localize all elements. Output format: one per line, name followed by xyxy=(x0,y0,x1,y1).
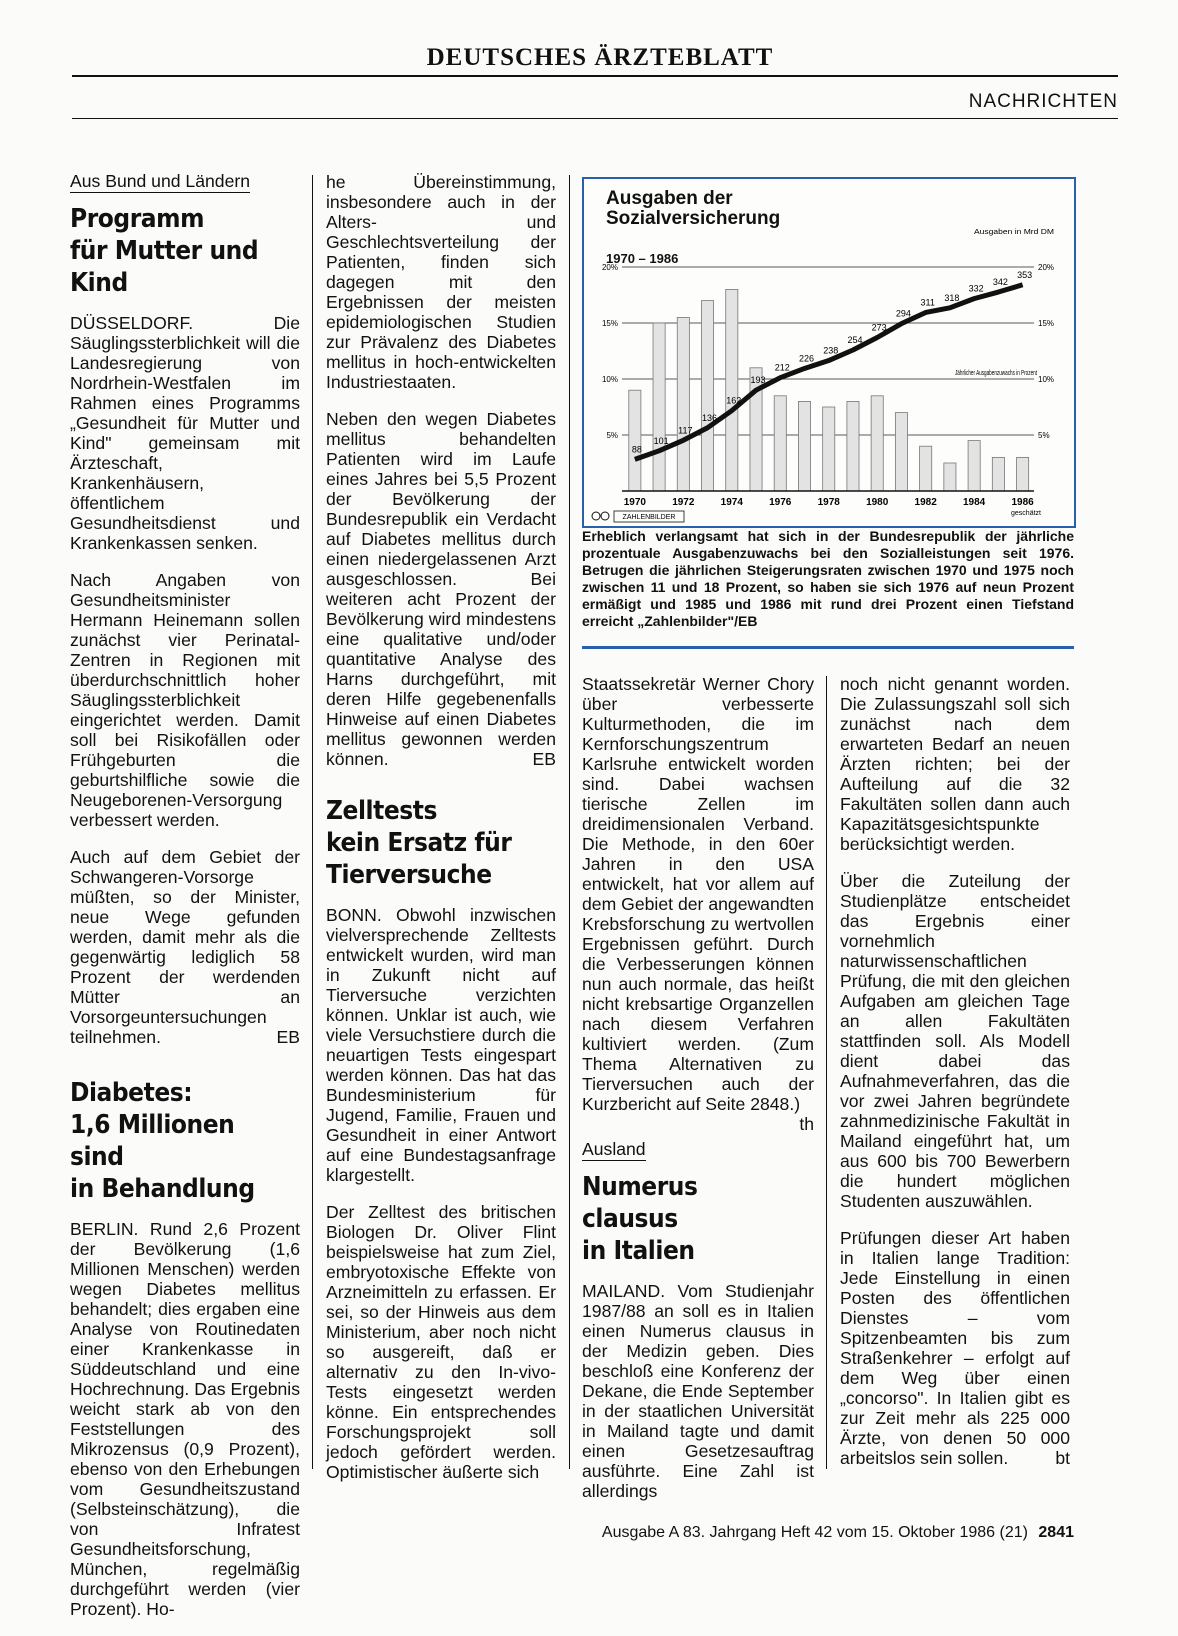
headline-zelltests: Zelltests kein Ersatz für Tierversuche xyxy=(326,796,512,890)
signature: th xyxy=(799,1114,814,1134)
bar xyxy=(920,446,932,491)
y-tick-label-right: 20% xyxy=(1038,263,1055,272)
masthead-rule xyxy=(72,75,1118,77)
y-tick-label-left: 15% xyxy=(601,319,618,328)
data-label: 311 xyxy=(920,297,935,308)
data-label: 353 xyxy=(1017,269,1033,280)
data-label: 101 xyxy=(653,435,669,446)
data-label: 238 xyxy=(823,345,839,356)
logo-icon xyxy=(592,512,600,520)
chart-canvas xyxy=(584,179,1074,526)
headline-diabetes: Diabetes: 1,6 Millionen sind in Behandlung xyxy=(70,1078,255,1204)
y-tick-label-right: 5% xyxy=(1038,431,1050,440)
source-badge: ZAHLENBILDER xyxy=(622,514,676,521)
paragraph xyxy=(582,674,814,1134)
x-tick-label: 1986 xyxy=(1011,497,1034,508)
masthead: DEUTSCHES ÄRZTEBLATT xyxy=(426,44,774,71)
column-rule xyxy=(826,676,827,1469)
data-label: 212 xyxy=(774,362,790,373)
paragraph xyxy=(70,847,300,1047)
kicker-ausland: Ausland xyxy=(582,1139,646,1159)
data-label: 332 xyxy=(968,283,984,294)
x-tick-label: 1976 xyxy=(769,497,792,508)
data-label: 294 xyxy=(895,308,911,319)
paragraph: he Übereinstimmung, insbesondere auch in der Alters- und Geschlechtsverteilung der Patienten, finden sich dagegen mit den Ergebnissen der meisten epidemiologischen Studien zur Prävalenz des Diabetes mellitus in hoch-entwickelten Industriestaaten. xyxy=(326,172,556,392)
column-3 xyxy=(582,674,814,1518)
bar xyxy=(968,441,980,491)
data-label: 193 xyxy=(750,375,766,386)
data-label: 136 xyxy=(702,412,718,423)
x-tick-label: 1984 xyxy=(963,497,986,508)
paragraph xyxy=(326,409,556,769)
bar xyxy=(944,463,956,491)
bar xyxy=(823,407,835,491)
issue-info: Ausgabe A 83. Jahrgang Heft 42 vom 15. Oktober 1986 (21) xyxy=(601,1524,1028,1541)
chart-sozialversicherung xyxy=(582,177,1076,528)
logo-icon xyxy=(601,512,609,520)
chart-caption: Erheblich verlangsamt hat sich in der Bundesrepublik der jährliche prozentuale Ausgabenzuwachs bei den Sozialleistungen seit 1976. Betrugen die jährlichen Steigerungsraten zwischen 1970 und 1975 noch zwischen 11 und 18 Prozent, so haben sie sich 1976 auf neun Prozent ermäßigt und 1985 und 1986 mit rund drei Prozent einen Tiefstand erreicht „Zahlenbilder"/EB xyxy=(582,528,1074,629)
signature: bt xyxy=(1055,1448,1070,1468)
paragraph-text: Auch auf dem Gebiet der Schwangeren-Vorsorge müßten, so der Minister, neue Wege gefunden werden, damit mehr als die gegenwärtig lediglich 58 Prozent der werdenden Mütter an Vorsorgeuntersuchungen teilnehmen. xyxy=(70,847,300,1047)
signature: EB xyxy=(532,749,556,769)
bar xyxy=(1017,457,1029,491)
bar xyxy=(629,390,641,491)
page-number: 2841 xyxy=(1038,1524,1074,1541)
line-legend: Ausgaben in Mrd DM xyxy=(974,229,1055,236)
bar xyxy=(726,289,738,491)
paragraph: MAILAND. Vom Studienjahr 1987/88 an soll es in Italien einen Numerus clausus in der Medizin geben. Dies beschloß eine Konferenz der Dekane, die Ende September in der staatlichen Universität in Mailand tagte und damit einen Gesetzesauftrag ausführte. Eine Zahl ist allerdings xyxy=(582,1281,814,1501)
y-tick-label-left: 5% xyxy=(606,431,618,440)
bar xyxy=(871,396,883,491)
data-label: 342 xyxy=(992,277,1008,288)
headline-mutter-kind: Programm für Mutter und Kind xyxy=(70,204,259,298)
x-tick-label: 1972 xyxy=(672,497,695,508)
x-tick-label: 1974 xyxy=(720,497,743,508)
footer xyxy=(602,1524,1074,1542)
paragraph: Über die Zuteilung der Studienplätze entscheidet das Ergebnis einer vornehmlich naturwissenschaftlichen Prüfung, die mit den gleichen Aufgaben am gleichen Tage an allen Fakultäten stattfinden soll. Als Modell dient dabei das Aufnahmeverfahren, das die vor zwei Jahren begründete zahnmedizinische Fakultät in Mailand eingeführt hat, um aus 600 bis 700 Bewerbern die hundert möglichen Studenten auszuwählen. xyxy=(840,871,1070,1211)
paragraph: noch nicht genannt worden. Die Zulassungszahl soll sich zunächst nach dem erwarteten Bedarf an neuen Ärzten richten; bei der Aufteilung auf die 32 Fakultäten sollen dann auch Kapazitätsgesichtspunkte berücksichtigt werden. xyxy=(840,674,1070,854)
bar xyxy=(774,396,786,491)
column-2 xyxy=(326,172,556,1499)
bar xyxy=(701,301,713,491)
signature: EB xyxy=(276,1027,300,1047)
data-label: 162 xyxy=(726,395,742,406)
data-label: 226 xyxy=(798,353,815,364)
x-note: geschätzt xyxy=(1011,510,1041,517)
column-4 xyxy=(840,674,1070,1485)
headline-numerus-clausus: Numerus clausus in Italien xyxy=(582,1172,698,1266)
kicker-bund-laender: Aus Bund und Ländern xyxy=(70,171,250,191)
data-label: 88 xyxy=(631,444,642,455)
section-rule xyxy=(72,118,1118,119)
column-rule xyxy=(569,175,570,1469)
bar-legend: Jährlicher Ausgabenzuwachs in Prozent xyxy=(955,370,1038,377)
paragraph: BONN. Obwohl inzwischen vielversprechende Zelltests entwickelt wurden, wird man in Zukunft nicht auf Tierversuche verzichten können. Unklar ist auch, wie viele Versuchstiere durch die neuartigen Tests eingespart werden können. Das hat das Bundesministerium für Jugend, Familie, Frauen und Gesundheit in einer Antwort auf eine Bundestagsanfrage klargestellt. xyxy=(326,905,556,1185)
data-label: 117 xyxy=(678,425,693,436)
paragraph: BERLIN. Rund 2,6 Prozent der Bevölkerung (1,6 Millionen Menschen) werden wegen Diabetes mellitus behandelt; dies ergaben eine Analyse von Routinedaten einer Krankenkasse in Süddeutschland und eine Hochrechnung. Das Ergebnis weicht stark ab von den Feststellungen des Mikrozensus (0,9 Prozent), ebenso von den Erhebungen vom Gesundheitszustand (Selbsteinschätzung), die von Infratest Gesundheitsforschung, München, regelmäßig durchgeführt werden (vier Prozent). Ho- xyxy=(70,1219,300,1619)
bar xyxy=(653,323,665,491)
section-label: NACHRICHTEN xyxy=(968,91,1118,112)
y-tick-label-left: 20% xyxy=(601,263,618,272)
paragraph xyxy=(840,1228,1070,1468)
data-label: 318 xyxy=(944,292,960,303)
bar xyxy=(677,317,689,491)
data-label: 273 xyxy=(871,322,887,333)
y-tick-label-left: 10% xyxy=(601,375,618,384)
caption-rule xyxy=(582,646,1074,649)
paragraph-text: Staatssekretär Werner Chory über verbesserte Kulturmethoden, die im Kernforschungszentrum Karlsruhe entwickelt worden sind. Dabei wachsen tierische Zellen im dreidimensionalen Verband. Die Methode, in den 60er Jahren in den USA entwickelt, hat vor allem auf dem Gebiet der angewandten Krebsforschung zu wertvollen Ergebnissen geführt. Durch die Verbesserungen können nun auch normale, das heißt nicht krebsartige Organzellen nach diesem Verfahren kultiviert werden. (Zum Thema Alternativen zu Tierversuchen auch der Kurzbericht auf Seite 2848.) xyxy=(582,674,814,1114)
y-tick-label-right: 10% xyxy=(1038,375,1055,384)
bar xyxy=(895,413,907,491)
x-tick-label: 1978 xyxy=(817,497,840,508)
x-tick-label: 1982 xyxy=(914,497,937,508)
paragraph-text: Neben den wegen Diabetes mellitus behandelten Patienten wird im Laufe eines Jahres bei 5,5 Prozent der Bevölkerung der Bundesrepublik ein Verdacht auf Diabetes mellitus durch einen niedergelassenen Arzt ausgeschlossen. Bei weiteren acht Prozent der Bevölkerung wird mindestens eine qualitative und/oder quantitative Analyse des Harns durchgeführt, mit deren Hilfe gegebenenfalls Hinweise auf einen Diabetes mellitus gewonnen werden können. xyxy=(326,409,556,769)
paragraph-text: Prüfungen dieser Art haben in Italien lange Tradition: Jede Einstellung in einen Posten des öffentlichen Dienstes – vom Spitzenbeamten bis zum Straßenkehrer – erfolgt auf dem Weg über einen „concorso". In Italien gibt es zur Zeit mehr als 225 000 Ärzte, von denen 50 000 arbeitslos sein sollen. xyxy=(840,1228,1070,1468)
paragraph: DÜSSELDORF. Die Säuglingssterblichkeit will die Landesregierung von Nordrhein-Westfalen im Rahmen eines Programms „Gesundheit für Mutter und Kind" gemeinsam mit Ärzteschaft, Krankenhäusern, öffentlichem Gesundheitsdienst und Krankenkassen senken. xyxy=(70,313,300,553)
bar xyxy=(798,401,810,491)
column-1 xyxy=(70,171,300,1636)
column-rule xyxy=(312,175,313,1469)
paragraph: Nach Angaben von Gesundheitsminister Hermann Heinemann sollen zunächst vier Perinatal-Zentren in Regionen mit überdurchschnittlich hoher Säuglingssterblichkeit eingerichtet werden. Damit soll bei Risikofällen oder Frühgeburten die geburtshilfliche sowie die Neugeborenen-Versorgung verbessert werden. xyxy=(70,570,300,830)
data-label: 254 xyxy=(847,335,863,346)
chart-subtitle: 1970 – 1986 xyxy=(606,251,679,266)
chart-title: Ausgaben der Sozialversicherung xyxy=(606,188,781,229)
y-tick-label-right: 15% xyxy=(1038,319,1055,328)
x-tick-label: 1980 xyxy=(866,497,889,508)
paragraph: Der Zelltest des britischen Biologen Dr. Oliver Flint beispielsweise hat zum Ziel, embryotoxische Effekte von Arzneimitteln zu erfassen. Er sei, so der Hinweis aus dem Ministerium, aber noch nicht so ausgereift, daß er alternativ zu den In-vivo-Tests eingesetzt werden könne. Ein entsprechendes Forschungsprojekt soll jedoch gefördert werden. Optimistischer äußerte sich xyxy=(326,1202,556,1482)
bar xyxy=(847,401,859,491)
bar xyxy=(992,457,1004,491)
x-tick-label: 1970 xyxy=(623,497,646,508)
